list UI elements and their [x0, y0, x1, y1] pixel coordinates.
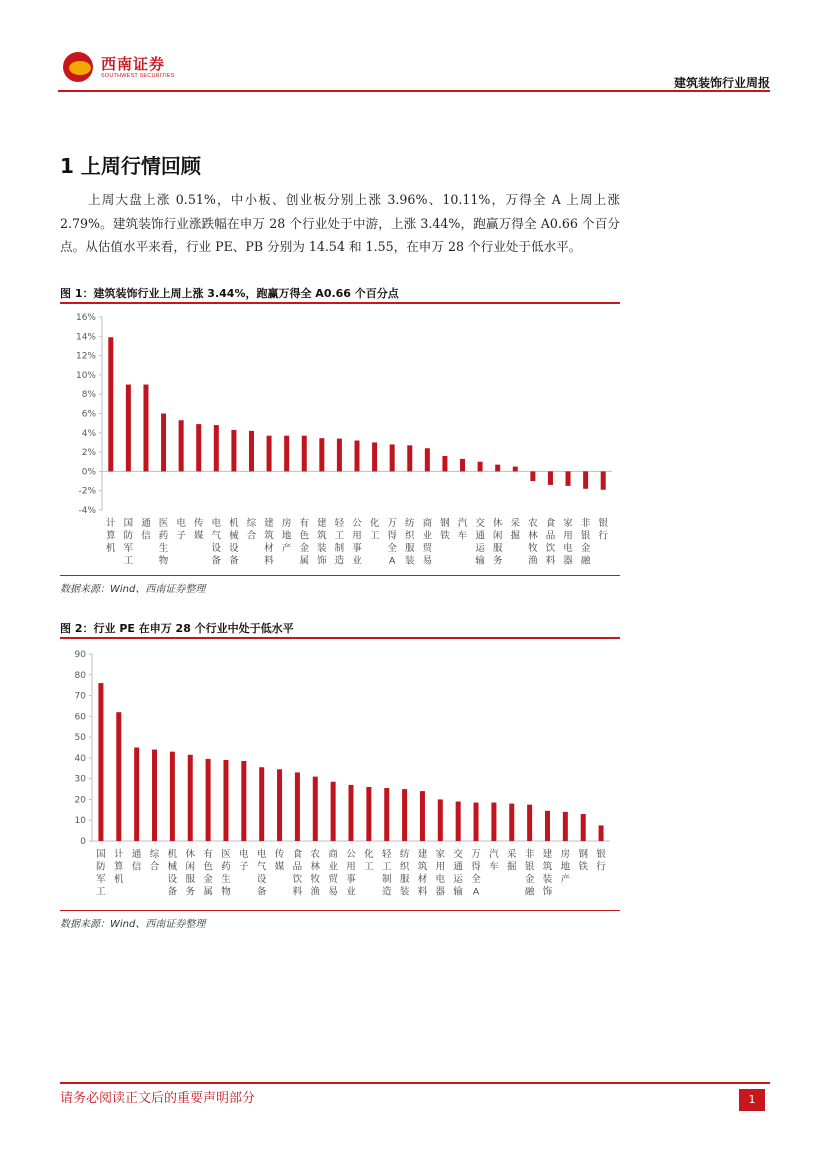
bar: [179, 420, 184, 471]
y-tick-label: 80: [74, 670, 86, 681]
x-tick-label: 化工: [369, 518, 380, 542]
x-tick-label: 家用电器: [435, 849, 446, 898]
figure1-source: 数据来源：Wind、西南证券整理: [60, 584, 206, 595]
bar: [116, 712, 121, 841]
footer-notice: 请务必阅读正文后的重要声明部分: [60, 1091, 256, 1106]
y-tick-label: 30: [74, 774, 86, 785]
bar: [223, 760, 228, 841]
y-tick-label: 14%: [75, 332, 96, 343]
bar: [267, 436, 272, 472]
bar: [302, 436, 307, 472]
bar: [583, 471, 588, 488]
figure1-bottom-rule: [60, 575, 620, 576]
y-tick-label: 8%: [81, 390, 96, 401]
y-tick-label: 2%: [81, 448, 96, 459]
bar: [98, 683, 103, 841]
bar: [313, 777, 318, 841]
x-tick-label: 钢铁: [578, 849, 588, 873]
footer-divider: [60, 1082, 770, 1084]
x-tick-label: 轻工制造: [381, 849, 392, 898]
bar: [188, 755, 193, 841]
bar: [366, 787, 371, 841]
logo-name: 西南证券: [101, 55, 166, 73]
x-tick-label: 化工: [364, 849, 374, 873]
y-tick-label: 0: [80, 837, 86, 847]
bar: [495, 465, 500, 472]
x-tick-label: 食品饮料: [545, 518, 556, 567]
bar: [384, 788, 389, 841]
x-tick-label: 银行: [598, 518, 608, 542]
report-title: 建筑装饰行业周报: [673, 76, 770, 90]
bar: [478, 462, 483, 472]
bar: [284, 436, 289, 472]
x-tick-label: 建筑材料: [417, 849, 428, 898]
x-tick-label: 综合: [246, 518, 257, 542]
bar: [527, 805, 532, 841]
bar: [509, 804, 514, 841]
x-tick-label: 计算机: [114, 849, 124, 885]
figure2-caption: 图 2：行业 PE 在申万 28 个行业中处于低水平: [60, 622, 294, 635]
bar: [601, 471, 606, 489]
y-tick-label: 60: [74, 712, 86, 723]
bar: [295, 772, 300, 841]
x-tick-label: 有色金属: [203, 849, 213, 898]
bar: [249, 431, 254, 472]
bar: [581, 814, 586, 841]
x-tick-label: 休闲服务: [492, 518, 503, 567]
bar: [425, 448, 430, 471]
x-tick-label: 休闲服务: [185, 849, 195, 898]
x-tick-label: 纺织服装: [399, 849, 410, 898]
figure1-chart: [60, 305, 620, 573]
x-tick-label: 综合: [149, 849, 160, 873]
header-divider: [58, 90, 770, 92]
bar: [134, 748, 139, 842]
x-tick-label: 家用电器: [563, 518, 573, 567]
bar: [170, 752, 175, 841]
page-number: 1: [739, 1089, 765, 1111]
x-tick-label: 非银金融: [524, 849, 535, 898]
x-tick-label: 非银金融: [580, 518, 591, 567]
bar: [566, 471, 571, 485]
x-tick-label: 机械设备: [229, 518, 239, 567]
company-logo: [63, 50, 183, 86]
x-tick-label: 万得全 A: [387, 518, 397, 567]
bar: [108, 337, 113, 471]
bar: [456, 802, 461, 841]
y-tick-label: -2%: [78, 486, 96, 497]
y-tick-label: 4%: [81, 428, 96, 439]
summary-paragraph: 上周大盘上涨 0.51%，中小板、创业板分别上涨 3.96%、10.11%，万得全 A 上周上涨 2.79%。建筑装饰行业涨跌幅在申万 28 个行业处于中游，上涨 3.44%，跑赢万得全 A0.66 个百分点。从估值水平来看，行业 PE、PB 分别为 14.54 和 1.55，在申万 28 个行业处于低水平。: [60, 192, 620, 254]
figure2-bottom-rule: [60, 910, 620, 911]
x-tick-label: 房地产: [281, 518, 292, 554]
section-title: 1 上周行情回顾: [60, 154, 201, 178]
x-tick-label: 农林牧渔: [310, 849, 321, 898]
x-tick-label: 公用事业: [352, 518, 362, 567]
y-tick-label: 20: [74, 795, 86, 806]
figure2-source: 数据来源：Wind、西南证券整理: [60, 919, 206, 930]
bar: [563, 812, 568, 841]
x-tick-label: 电气设备: [256, 849, 267, 898]
y-tick-label: 0%: [81, 467, 96, 478]
x-tick-label: 汽车: [489, 849, 499, 873]
y-tick-label: -4%: [78, 506, 96, 516]
x-tick-label: 通信: [141, 518, 151, 542]
x-tick-label: 公用事业: [346, 849, 356, 898]
x-tick-label: 传媒: [193, 518, 204, 542]
x-tick-label: 计算机: [106, 518, 116, 554]
logo-emblem: [63, 52, 93, 82]
figure2-chart: [60, 640, 620, 908]
y-tick-label: 6%: [81, 409, 96, 420]
bar: [259, 767, 264, 841]
x-tick-label: 银行: [596, 849, 606, 873]
x-tick-label: 国防军工: [123, 518, 134, 567]
x-tick-label: 机械设备: [167, 849, 178, 898]
bar: [599, 825, 604, 841]
bar: [206, 759, 211, 841]
bar: [372, 442, 377, 471]
bar: [337, 439, 342, 472]
x-tick-label: 钢铁: [440, 518, 450, 542]
y-tick-label: 90: [74, 650, 86, 660]
x-tick-label: 交通运输: [453, 849, 463, 898]
bar: [513, 467, 518, 472]
x-tick-label: 医药生物: [158, 518, 169, 567]
bar: [407, 445, 412, 471]
y-tick-label: 12%: [75, 351, 96, 362]
bar: [460, 459, 465, 472]
bar: [420, 791, 425, 841]
bar: [355, 441, 360, 472]
bar: [241, 761, 246, 841]
x-tick-label: 有色金属: [299, 518, 309, 567]
figure2-top-rule: [60, 637, 620, 639]
bar: [548, 471, 553, 485]
x-tick-label: 纺织服装: [405, 518, 415, 567]
bar: [474, 803, 479, 841]
bar: [530, 471, 535, 481]
x-tick-label: 医药生物: [221, 849, 231, 898]
x-tick-label: 建筑装饰: [317, 518, 327, 567]
x-tick-label: 通信: [131, 849, 142, 873]
bar: [438, 799, 443, 841]
bar: [231, 430, 236, 472]
y-tick-label: 16%: [75, 313, 96, 323]
bar: [214, 425, 219, 471]
x-tick-label: 农林牧渔: [528, 518, 538, 567]
logo-subtitle: SOUTHWEST SECURITIES: [101, 73, 175, 79]
x-tick-label: 商业贸易: [328, 849, 338, 898]
x-tick-label: 商业贸易: [422, 518, 433, 567]
x-tick-label: 交通运输: [475, 518, 485, 567]
x-tick-label: 国防军工: [96, 849, 106, 898]
x-tick-label: 汽车: [457, 518, 468, 542]
figure1-top-rule: [60, 302, 620, 304]
bar: [196, 424, 201, 471]
bar: [442, 456, 447, 471]
bar: [277, 769, 282, 841]
y-tick-label: 50: [74, 733, 86, 744]
bar: [126, 385, 131, 472]
bar: [161, 414, 166, 472]
x-tick-label: 轻工制造: [334, 518, 345, 567]
y-tick-label: 10: [74, 816, 86, 827]
x-tick-label: 建筑装饰: [542, 849, 553, 898]
x-tick-label: 万得全 A: [471, 849, 481, 898]
bar: [491, 803, 496, 841]
figure1-caption: 图 1：建筑装饰行业上周上涨 3.44%，跑赢万得全 A0.66 个百分点: [60, 287, 399, 300]
y-tick-label: 40: [74, 753, 86, 764]
x-tick-label: 建筑材料: [264, 518, 274, 567]
x-tick-label: 电子: [176, 518, 186, 542]
y-tick-label: 70: [74, 691, 86, 702]
bar: [319, 438, 324, 471]
x-tick-label: 采掘: [507, 849, 517, 873]
bar: [152, 750, 157, 841]
page-header: [58, 46, 770, 92]
bar: [390, 444, 395, 471]
x-tick-label: 电子: [239, 849, 249, 873]
x-tick-label: 食品饮料: [292, 849, 303, 898]
x-tick-label: 电气设备: [211, 518, 222, 567]
x-tick-label: 房地产: [560, 849, 571, 885]
bar: [349, 785, 354, 841]
bar: [545, 811, 550, 841]
bar: [143, 385, 148, 472]
x-tick-label: 采掘: [510, 518, 521, 542]
x-tick-label: 传媒: [274, 849, 285, 873]
y-tick-label: 10%: [75, 370, 96, 381]
bar: [402, 789, 407, 841]
bar: [331, 782, 336, 841]
